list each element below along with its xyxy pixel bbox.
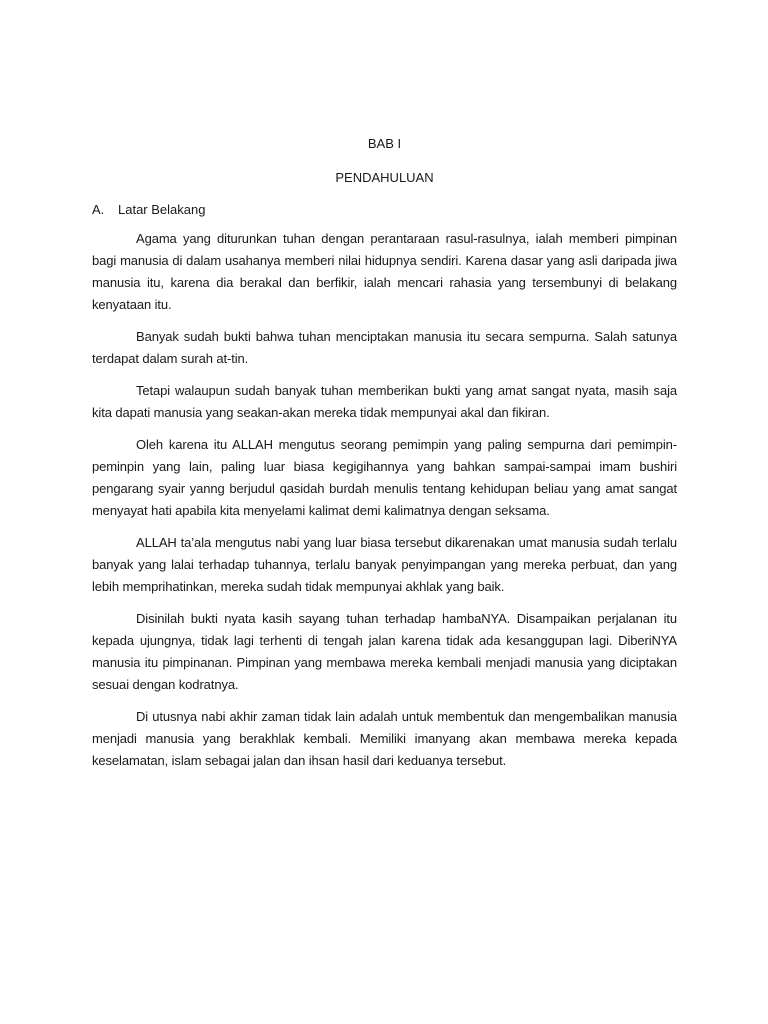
paragraph-2: Banyak sudah bukti bahwa tuhan menciptakan manusia itu secara sempurna. Salah satunya terdapat dalam surah at-tin. [92,329,677,366]
section-heading [92,200,677,220]
chapter-title: PENDAHULUAN [335,170,434,185]
section-letter: A. [92,202,105,217]
paragraph-4: Oleh karena itu ALLAH mengutus seorang pemimpin yang paling sempurna dari pemimpin-peminpin yang lain, paling luar biasa kegigihannya yang bahkan sampai-sampai imam bushiri pengarang syair yanng berjudul qasidah burdah menulis tentang kehidupan beliau yang amat sangat menyayat hati apabila kita menyelami kalimat demi kalimatnya dengan seksama. [92,437,677,518]
chapter-number: BAB I [367,136,402,151]
section-title: Latar Belakang [118,202,206,217]
paragraph-6: Disinilah bukti nyata kasih sayang tuhan terhadap hambaNYA. Disampaikan perjalanan itu kepada ujungnya, tidak lagi terhenti di tengah jalan karena tidak ada kesanggupan lagi. DiberiNYA manusia itu pimpinanan. Pimpinan yang membawa mereka kembali menjadi manusia yang diciptakan sesuai dengan kodratnya. [92,611,677,692]
paragraph-5: ALLAH ta’ala mengutus nabi yang luar biasa tersebut dikarenakan umat manusia sudah terlalu banyak yang lalai terhadap tuhannya, terlalu banyak penyimpangan yang mereka perbuat, dan yang lebih memprihatinkan, mereka sudah tidak mempunyai akhlak yang baik. [92,535,677,594]
paragraph-3: Tetapi walaupun sudah banyak tuhan memberikan bukti yang amat sangat nyata, masih saja kita dapati manusia yang seakan-akan mereka tidak mempunyai akal dan fikiran. [92,383,677,420]
paragraph-7: Di utusnya nabi akhir zaman tidak lain adalah untuk membentuk dan mengembalikan manusia menjadi manusia yang berakhlak kembali. Memiliki imanyang akan membawa mereka kepada keselamatan, islam sebagai jalan dan ihsan hasil dari keduanya tersebut. [92,709,677,768]
document-body [92,130,677,772]
paragraph-1: Agama yang diturunkan tuhan dengan perantaraan rasul-rasulnya, ialah memberi pimpinan bagi manusia di dalam usahanya memberi nilai hidupnya sendiri. Karena dasar yang asli daripada jiwa manusia itu, karena dia berakal dan berfikir, ialah mencari rahasia yang tersembunyi di belakang kenyataan itu. [92,231,677,312]
